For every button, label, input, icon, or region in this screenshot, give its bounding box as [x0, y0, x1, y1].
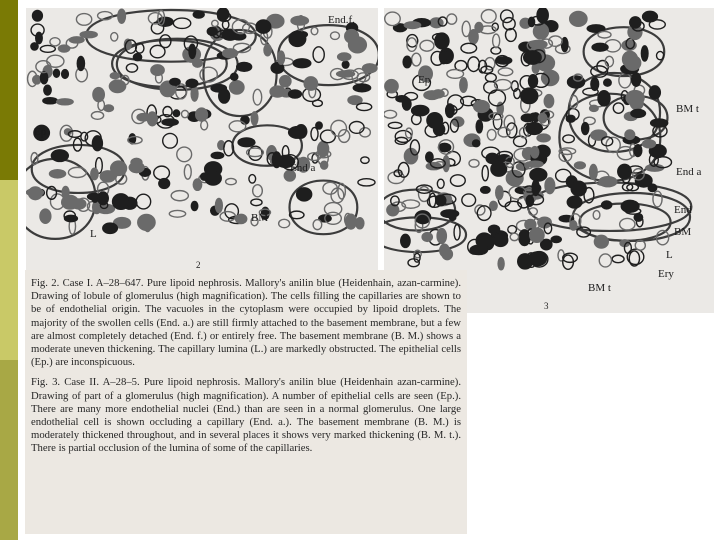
cell-nucleus	[474, 101, 490, 113]
cell-nucleus	[356, 218, 364, 229]
cell-nucleus	[321, 161, 328, 169]
cell-nucleus	[593, 211, 600, 220]
cell-nucleus	[631, 109, 646, 117]
cell-nucleus	[191, 87, 198, 101]
cell-nucleus	[358, 179, 375, 186]
cell-nucleus	[253, 185, 263, 197]
cell-nucleus	[40, 72, 47, 84]
cell-nucleus	[406, 128, 413, 138]
cell-nucleus	[402, 98, 411, 110]
cell-nucleus	[501, 10, 513, 23]
cell-nucleus	[342, 61, 349, 68]
cell-nucleus	[510, 233, 518, 240]
cell-nucleus	[211, 152, 223, 158]
cell-nucleus	[51, 150, 68, 162]
cell-nucleus	[196, 108, 208, 121]
cell-nucleus	[201, 173, 208, 180]
cell-nucleus	[598, 31, 611, 38]
cell-nucleus	[353, 84, 370, 92]
cell-nucleus	[493, 234, 507, 247]
cell-nucleus	[420, 40, 434, 51]
cell-nucleus	[289, 90, 302, 98]
cell-nucleus	[441, 210, 459, 218]
cell-nucleus	[238, 138, 255, 147]
cell-nucleus	[137, 114, 150, 121]
label-ep: Ep	[418, 74, 431, 86]
label-bm-t-bottom: BM t	[588, 282, 611, 294]
cell-nucleus	[232, 20, 249, 34]
cell-nucleus	[357, 103, 372, 110]
cell-nucleus	[345, 30, 359, 43]
cell-nucleus	[401, 234, 410, 247]
cell-nucleus	[521, 88, 538, 103]
cell-nucleus	[651, 119, 668, 127]
cell-nucleus	[136, 194, 150, 209]
cell-nucleus	[487, 129, 496, 140]
cell-nucleus	[93, 88, 104, 102]
cell-nucleus	[138, 214, 155, 230]
cell-nucleus	[43, 98, 57, 104]
cell-nucleus	[412, 53, 421, 66]
cell-nucleus	[88, 193, 101, 199]
cell-nucleus	[498, 68, 513, 76]
figure-2-number: 2	[196, 260, 201, 270]
cell-nucleus	[606, 137, 620, 152]
cell-nucleus	[92, 136, 102, 151]
cell-nucleus	[551, 236, 561, 242]
cell-nucleus	[649, 86, 660, 99]
cell-nucleus	[468, 57, 480, 72]
cell-nucleus	[404, 22, 420, 29]
figure-2-drawing	[26, 8, 378, 278]
cell-nucleus	[505, 29, 516, 42]
cell-nucleus	[591, 130, 607, 140]
cell-nucleus	[173, 110, 179, 117]
cell-nucleus	[412, 105, 429, 115]
cell-nucleus	[447, 14, 457, 24]
cell-nucleus	[304, 77, 317, 90]
cell-nucleus	[44, 85, 51, 95]
cell-nucleus	[533, 24, 548, 39]
cell-nucleus	[320, 130, 335, 143]
cell-nucleus	[635, 240, 645, 250]
cell-nucleus	[193, 11, 204, 18]
label-l: L	[90, 228, 97, 240]
cell-nucleus	[215, 198, 222, 212]
cell-nucleus	[493, 114, 502, 129]
label-bm: BM	[674, 226, 692, 238]
cell-nucleus	[570, 11, 587, 26]
cell-nucleus	[620, 218, 635, 229]
cell-nucleus	[68, 167, 86, 177]
label-l: L	[666, 249, 673, 261]
cell-nucleus	[530, 40, 547, 48]
cell-nucleus	[473, 140, 480, 147]
cell-nucleus	[311, 127, 318, 140]
cell-nucleus	[109, 80, 125, 92]
cell-nucleus	[498, 127, 510, 136]
cell-nucleus	[630, 17, 641, 28]
cell-nucleus	[113, 194, 130, 210]
cell-nucleus	[634, 145, 642, 157]
cell-nucleus	[489, 225, 500, 234]
cell-nucleus	[133, 54, 141, 61]
cell-nucleus	[460, 78, 467, 93]
caption-block	[25, 270, 467, 534]
cell-nucleus	[173, 18, 190, 28]
cell-nucleus	[289, 31, 306, 46]
cell-nucleus	[506, 171, 523, 186]
cell-nucleus	[532, 180, 539, 195]
cell-nucleus	[349, 121, 364, 133]
figure-2	[26, 8, 378, 278]
cell-nucleus	[427, 113, 443, 128]
cell-nucleus	[481, 10, 496, 23]
cell-nucleus	[461, 43, 477, 53]
cell-nucleus	[226, 178, 237, 184]
cell-nucleus	[110, 73, 119, 79]
cell-nucleus	[241, 116, 249, 124]
cell-nucleus	[129, 162, 144, 172]
cell-nucleus	[439, 50, 447, 63]
cell-nucleus	[58, 45, 69, 52]
caption-figure-2: Fig. 2. Case I. A–28–647. Pure lipoid nephrosis. Mallory's anilin blue (Heidenhain, azan-carmine). Drawing of lobule of glomerulus (high magnification). The cells filling the capillaries are shown to be of endothelial origin. The vacuoles in the cytoplasm were occupied by lipoid droplets. The majority of the swollen cells (End. a.) are still firmly attached to the basement membrane, but a few are almost completely detached (End. f.) or entirely free. The basement membrane (B. M.) shows a moderate uneven thickening. The capillary lumina (L.) are markedly obstructed. The epithelial cells (Ep.) are inconspicuous.	[31, 277, 461, 369]
cell-nucleus	[40, 45, 55, 52]
cell-nucleus	[264, 44, 271, 55]
cell-nucleus	[91, 112, 103, 120]
cell-nucleus	[485, 73, 496, 81]
cell-nucleus	[531, 147, 539, 158]
cell-nucleus	[313, 47, 324, 63]
cell-nucleus	[223, 49, 238, 58]
cell-nucleus	[49, 170, 65, 178]
label-ep: Ep	[34, 126, 47, 138]
figure-3-number: 3	[544, 301, 549, 311]
cell-nucleus	[293, 59, 311, 68]
cell-nucleus	[476, 120, 482, 133]
cell-nucleus	[170, 78, 180, 85]
cell-nucleus	[503, 18, 515, 30]
cell-nucleus	[388, 122, 402, 128]
cell-nucleus	[337, 71, 355, 77]
cell-nucleus	[181, 110, 188, 117]
cell-nucleus	[270, 86, 285, 97]
cell-nucleus	[151, 65, 164, 76]
cell-nucleus	[432, 90, 444, 98]
cell-nucleus	[563, 253, 578, 262]
cell-nucleus	[103, 223, 118, 233]
figure-3	[384, 8, 714, 313]
cell-nucleus	[291, 16, 308, 25]
cell-nucleus	[126, 64, 137, 72]
cell-nucleus	[598, 91, 610, 106]
cell-nucleus	[53, 69, 59, 77]
label-end-f: End.f.	[328, 14, 355, 26]
cell-nucleus	[154, 166, 170, 180]
cell-nucleus	[207, 27, 217, 35]
label-end-a: End a	[676, 166, 702, 178]
cell-nucleus	[57, 99, 74, 105]
cell-nucleus	[212, 20, 218, 26]
cell-nucleus	[482, 166, 488, 181]
cell-nucleus	[590, 164, 598, 179]
cell-nucleus	[111, 161, 127, 175]
cell-nucleus	[219, 89, 230, 103]
cell-nucleus	[528, 75, 537, 88]
cell-nucleus	[496, 186, 503, 200]
cell-nucleus	[490, 201, 497, 210]
cell-nucleus	[76, 14, 91, 26]
cell-nucleus	[508, 226, 517, 234]
cell-nucleus	[612, 255, 624, 262]
label-end: End	[674, 204, 692, 216]
caption-figure-3: Fig. 3. Case II. A–28–5. Pure lipoid nephrosis. Mallory's anilin blue (Heidenhain azan-carmine). Drawing of part of a glomerulus (high magnification). A number of epithelial cells are seen (Ep.). There are many more endothelial nuclei (End.) than are seen in a normal glomerulus. One large endothelial cell is shown occluding a capillary (End. a.). The basement membrane (B. M.) is moderately thickened throughout, and in several places it shows very marked thickening (B. M. t.). There is partial occlusion of the lumina of some of the capillaries.	[31, 376, 461, 455]
figure-2-cells	[26, 8, 378, 239]
cell-nucleus	[574, 162, 585, 169]
cell-nucleus	[345, 214, 356, 229]
cell-nucleus	[80, 31, 97, 37]
cell-nucleus	[526, 123, 542, 135]
cell-nucleus	[231, 73, 238, 80]
cell-nucleus	[104, 105, 113, 112]
cell-nucleus	[26, 189, 43, 196]
cell-nucleus	[567, 196, 582, 208]
cell-nucleus	[537, 134, 550, 142]
cell-nucleus	[643, 140, 656, 148]
cell-nucleus	[403, 56, 411, 67]
cell-nucleus	[279, 219, 290, 227]
cell-nucleus	[384, 110, 397, 118]
cell-nucleus	[447, 70, 464, 79]
cell-nucleus	[256, 20, 271, 33]
cell-nucleus	[544, 95, 553, 108]
cell-nucleus	[111, 33, 118, 41]
cell-nucleus	[69, 37, 84, 43]
cell-nucleus	[493, 34, 500, 48]
cell-nucleus	[623, 51, 638, 67]
label-bm: BM	[251, 212, 269, 224]
cell-nucleus	[237, 62, 252, 71]
label-bm-t: BM t	[676, 103, 699, 115]
cell-nucleus	[643, 11, 658, 21]
cell-nucleus	[162, 119, 178, 126]
cell-nucleus	[437, 179, 444, 188]
cell-nucleus	[653, 191, 662, 207]
cell-nucleus	[32, 10, 42, 21]
cell-nucleus	[395, 131, 411, 143]
cell-nucleus	[47, 55, 64, 67]
cell-nucleus	[592, 43, 608, 51]
cell-nucleus	[385, 12, 400, 25]
cell-nucleus	[193, 179, 201, 190]
cell-nucleus	[604, 79, 612, 86]
cell-nucleus	[537, 8, 548, 23]
cell-nucleus	[583, 88, 598, 95]
cell-nucleus	[50, 38, 60, 46]
cell-nucleus	[582, 123, 589, 135]
side-bar-middle	[0, 180, 18, 360]
cell-nucleus	[476, 233, 492, 248]
cell-nucleus	[201, 120, 208, 129]
cell-nucleus	[251, 199, 262, 206]
cell-nucleus	[450, 175, 465, 186]
cell-nucleus	[311, 27, 318, 35]
cell-nucleus	[632, 73, 641, 86]
cell-nucleus	[280, 76, 291, 87]
cell-nucleus	[229, 121, 246, 132]
cell-nucleus	[31, 43, 38, 50]
cell-nucleus	[454, 225, 460, 240]
cell-nucleus	[230, 81, 244, 94]
cell-nucleus	[528, 252, 546, 266]
cell-nucleus	[571, 181, 586, 196]
cell-nucleus	[338, 53, 351, 61]
cell-nucleus	[191, 202, 197, 211]
cell-nucleus	[253, 89, 262, 105]
cell-nucleus	[313, 220, 322, 230]
cell-nucleus	[62, 70, 69, 79]
cell-nucleus	[541, 239, 552, 249]
cell-nucleus	[385, 80, 398, 93]
cell-nucleus	[602, 201, 612, 209]
cell-nucleus	[489, 90, 506, 106]
cell-nucleus	[429, 193, 435, 207]
cell-nucleus	[177, 147, 192, 162]
cell-nucleus	[278, 51, 285, 64]
side-bar-bottom	[0, 360, 18, 540]
cell-nucleus	[542, 70, 559, 85]
cell-nucleus	[530, 228, 544, 242]
cell-nucleus	[118, 9, 126, 23]
cell-nucleus	[363, 64, 377, 73]
label-end-a: End a	[290, 162, 316, 174]
cell-nucleus	[251, 112, 258, 125]
cell-nucleus	[641, 46, 648, 61]
cell-nucleus	[599, 254, 611, 267]
cell-nucleus	[462, 21, 470, 36]
cell-nucleus	[77, 56, 84, 70]
cell-nucleus	[498, 258, 504, 270]
cell-nucleus	[443, 156, 449, 172]
label-ery: Ery	[658, 268, 674, 280]
cell-nucleus	[481, 187, 490, 194]
cell-nucleus	[163, 133, 178, 148]
cell-nucleus	[437, 229, 446, 244]
cell-nucleus	[527, 161, 543, 167]
cell-nucleus	[217, 8, 228, 20]
cell-nucleus	[62, 195, 79, 209]
side-bar-top	[0, 0, 18, 180]
cell-nucleus	[469, 159, 479, 167]
cell-nucleus	[236, 214, 247, 223]
cell-nucleus	[361, 157, 369, 163]
cell-nucleus	[491, 162, 507, 176]
cell-nucleus	[171, 191, 188, 201]
cell-nucleus	[91, 168, 98, 180]
cell-nucleus	[625, 130, 635, 139]
cell-nucleus	[530, 168, 547, 181]
cell-nucleus	[440, 244, 449, 256]
cell-nucleus	[563, 135, 574, 143]
cell-nucleus	[545, 178, 555, 194]
cell-nucleus	[621, 200, 639, 212]
cell-nucleus	[169, 210, 185, 217]
cell-nucleus	[40, 209, 51, 223]
cell-nucleus	[249, 175, 256, 184]
figure-3-cells	[384, 8, 691, 270]
cell-nucleus	[36, 32, 43, 43]
cell-nucleus	[186, 79, 198, 87]
cell-nucleus	[295, 125, 306, 138]
cell-nucleus	[422, 233, 432, 242]
cell-nucleus	[626, 91, 644, 106]
cell-nucleus	[184, 165, 191, 180]
cell-nucleus	[462, 194, 476, 206]
cell-nucleus	[297, 188, 312, 201]
cell-nucleus	[594, 235, 608, 248]
cell-nucleus	[330, 32, 339, 40]
cell-nucleus	[613, 103, 623, 113]
